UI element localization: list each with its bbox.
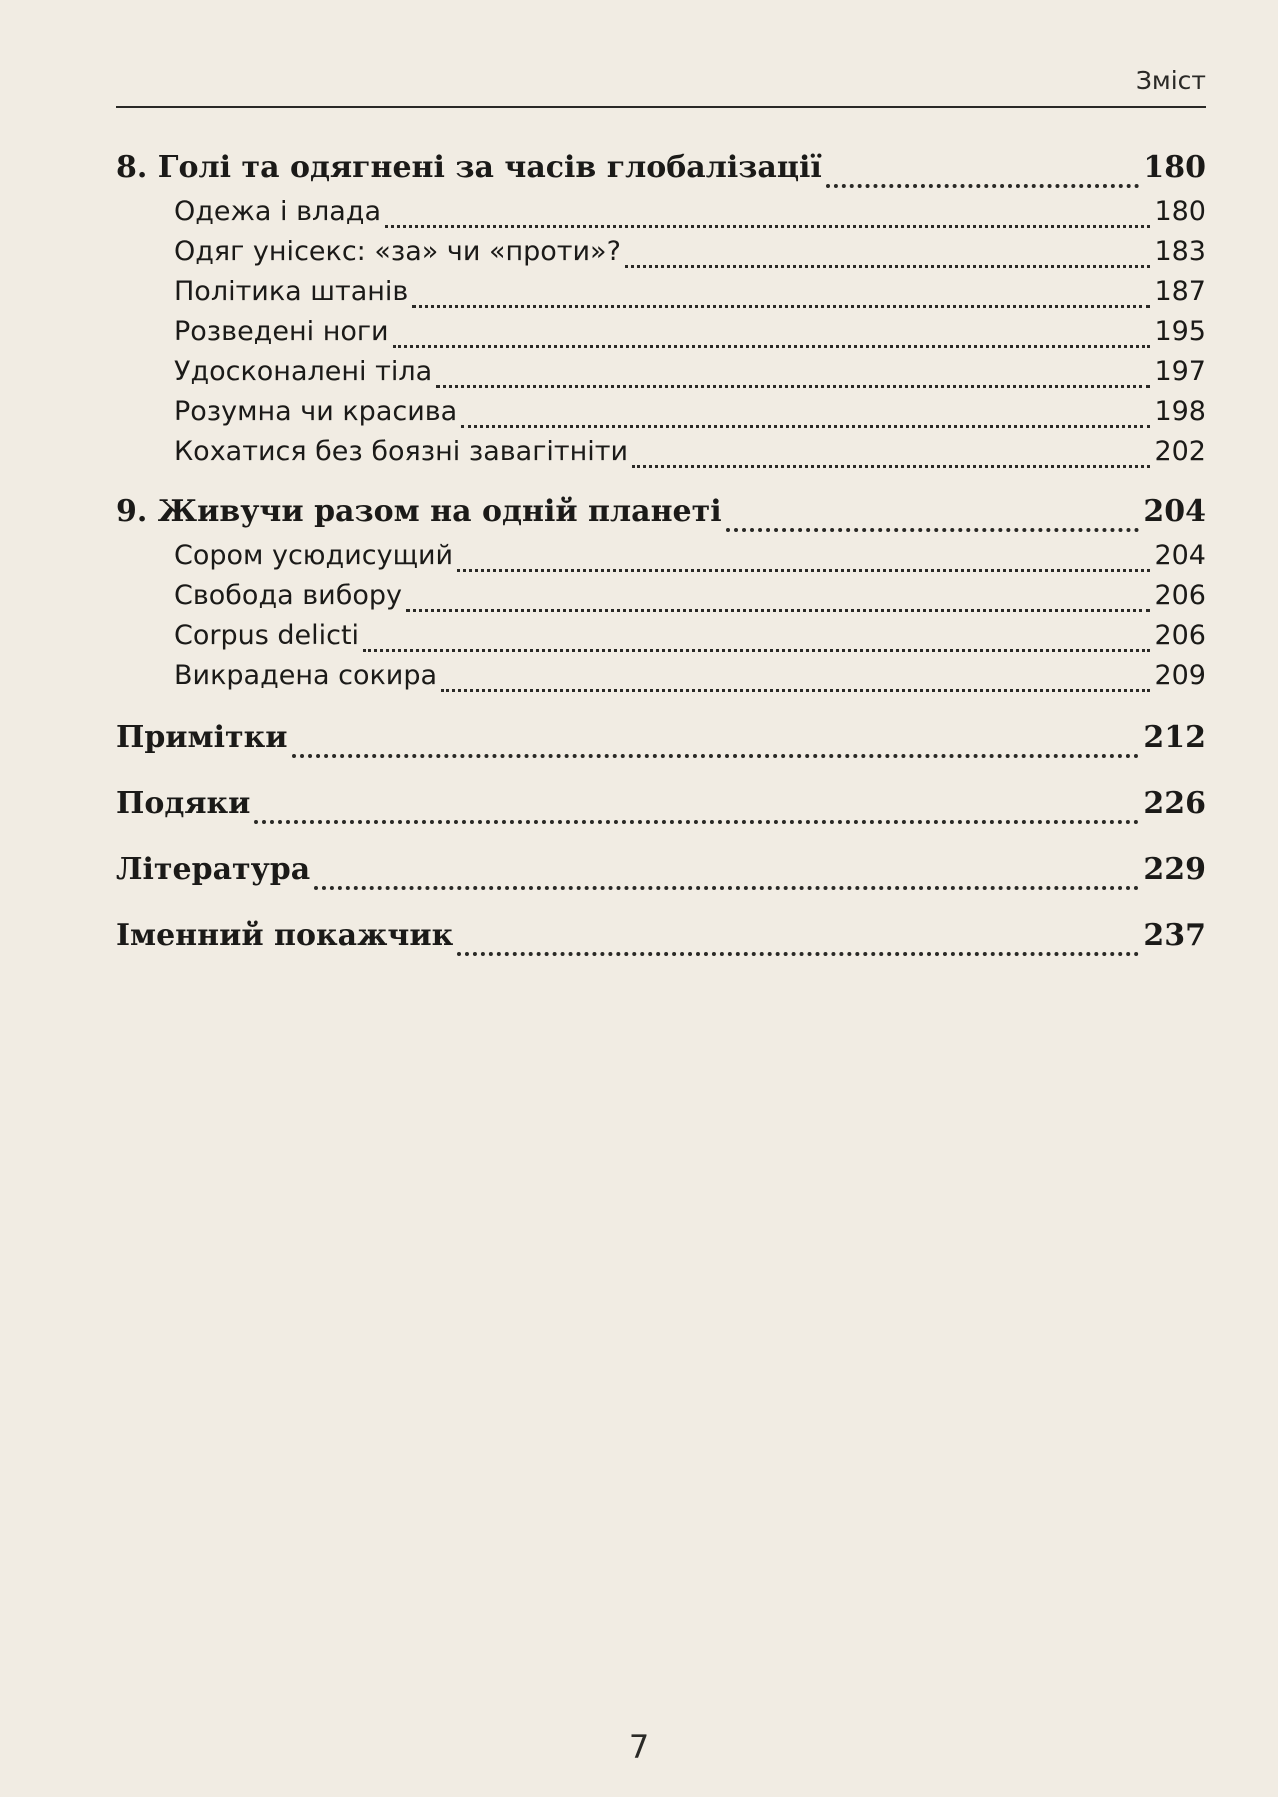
- toc-page-number: 229: [1143, 852, 1206, 887]
- toc-name-index[interactable]: [116, 918, 1206, 964]
- dot-leader: [436, 385, 1150, 388]
- toc-section-title: Політика штанів: [174, 276, 409, 307]
- dot-leader: [292, 754, 1140, 758]
- toc-section-title: Викрадена сокира: [174, 660, 438, 691]
- dot-leader: [385, 225, 1150, 228]
- page-number: 7: [628, 1728, 650, 1766]
- toc-page-number: 197: [1154, 356, 1206, 387]
- dot-leader: [457, 952, 1139, 956]
- toc-chapter-8[interactable]: [116, 150, 1206, 196]
- toc-section-title: Одяг унісекс: «за» чи «проти»?: [174, 236, 621, 267]
- toc-section-title: Удосконалені тіла: [174, 356, 433, 387]
- dot-leader: [457, 569, 1150, 572]
- toc-page-number: 187: [1154, 276, 1206, 307]
- toc-notes[interactable]: [116, 720, 1206, 766]
- toc-page-number: 180: [1154, 196, 1206, 227]
- toc-page-number: 209: [1154, 660, 1206, 691]
- toc-chapter-title: 9. Живучи разом на одній планеті: [116, 494, 722, 529]
- toc-page-number: 206: [1154, 620, 1206, 651]
- toc-section[interactable]: [116, 196, 1206, 236]
- dot-leader: [632, 465, 1150, 468]
- toc-chapter-title: Література: [116, 852, 311, 887]
- toc-page-number: 226: [1143, 786, 1206, 821]
- toc-page-number: 204: [1143, 494, 1206, 529]
- dot-leader: [406, 609, 1150, 612]
- toc-chapter-title: Іменний покажчик: [116, 918, 454, 953]
- toc-section-title: Сором усюдисущий: [174, 540, 454, 571]
- dot-leader: [393, 345, 1151, 348]
- toc-page-number: 198: [1154, 396, 1206, 427]
- dot-leader: [363, 649, 1150, 652]
- toc-chapter-title: 8. Голі та одягнені за часів глобалізації: [116, 150, 822, 185]
- toc-page-number: 237: [1143, 918, 1206, 953]
- toc-chapter-9[interactable]: [116, 494, 1206, 540]
- toc-section[interactable]: [116, 276, 1206, 316]
- toc-section[interactable]: [116, 236, 1206, 276]
- toc-acknowledgements[interactable]: [116, 786, 1206, 832]
- toc-section[interactable]: [116, 356, 1206, 396]
- toc-section-title: Свобода вибору: [174, 580, 402, 611]
- toc-section[interactable]: [116, 580, 1206, 620]
- dot-leader: [625, 265, 1151, 268]
- toc-section[interactable]: [116, 436, 1206, 476]
- toc-page-number: 180: [1143, 150, 1206, 185]
- toc-section[interactable]: [116, 316, 1206, 356]
- toc-section-title: Кохатися без боязні завагітніти: [174, 436, 629, 467]
- table-of-contents: [116, 150, 1206, 964]
- dot-leader: [314, 886, 1139, 890]
- toc-section-title: Одежа і влада: [174, 196, 381, 227]
- dot-leader: [826, 184, 1140, 188]
- toc-page-number: 202: [1154, 436, 1206, 467]
- toc-page-number: 212: [1143, 720, 1206, 755]
- toc-section[interactable]: [116, 540, 1206, 580]
- dot-leader: [461, 425, 1150, 428]
- toc-section-title: Розведені ноги: [174, 316, 389, 347]
- toc-section[interactable]: [116, 660, 1206, 700]
- toc-page-number: 206: [1154, 580, 1206, 611]
- toc-chapter-title: Примітки: [116, 720, 288, 755]
- dot-leader: [412, 305, 1150, 308]
- toc-section-title: Розумна чи красива: [174, 396, 458, 427]
- dot-leader: [441, 689, 1150, 692]
- toc-bibliography[interactable]: [116, 852, 1206, 898]
- toc-section-title: Corpus delicti: [174, 620, 360, 651]
- dot-leader: [254, 820, 1139, 824]
- dot-leader: [726, 528, 1140, 532]
- running-head: [116, 62, 1206, 108]
- toc-section[interactable]: [116, 396, 1206, 436]
- toc-page-number: 183: [1154, 236, 1206, 267]
- running-head-title: Зміст: [1135, 66, 1206, 95]
- toc-page-number: 195: [1154, 316, 1206, 347]
- toc-page-number: 204: [1154, 540, 1206, 571]
- toc-section[interactable]: [116, 620, 1206, 660]
- toc-chapter-title: Подяки: [116, 786, 251, 821]
